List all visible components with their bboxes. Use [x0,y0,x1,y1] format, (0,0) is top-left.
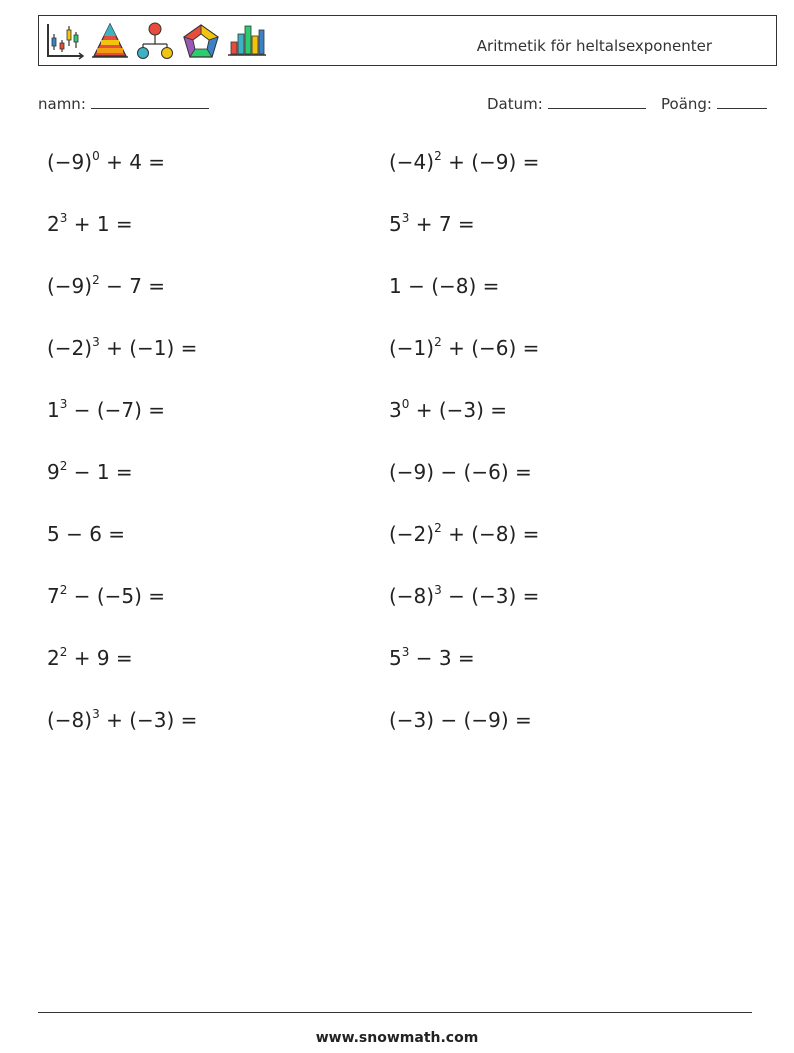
problem-exponent: 3 [92,335,100,349]
problem-left-10 [47,708,197,732]
problem-left-9 [47,646,133,670]
problem-rest: + 1 = [67,212,133,236]
problem-left-6 [47,460,133,484]
problem-left-1 [47,150,165,174]
problem-rest: + (−6) = [441,336,540,360]
problem-exponent: 3 [434,583,442,597]
problem-base: 5 [389,212,402,236]
name-field[interactable] [38,94,209,113]
problem-base: 5 − 6 = [47,522,126,546]
bar-chart-icon [227,22,267,60]
problem-base: (−1) [389,336,435,360]
candlestick-chart-icon [45,22,85,60]
problem-base: 9 [47,460,60,484]
name-label: namn: [38,95,86,113]
problem-rest: + (−9) = [441,150,540,174]
score-field[interactable] [661,94,767,113]
problem-left-4 [47,336,197,360]
problem-exponent: 3 [59,211,68,225]
problem-rest: + 9 = [67,646,133,670]
name-line[interactable] [91,94,209,109]
problem-exponent: 3 [59,397,68,411]
pentagon-icon [181,22,221,60]
score-label: Poäng: [661,95,712,113]
date-field[interactable] [487,94,646,113]
problem-exponent: 3 [401,211,410,225]
date-line[interactable] [548,94,646,109]
problem-rest: − 7 = [99,274,166,298]
problem-rest: + 7 = [409,212,475,236]
problem-left-8 [47,584,165,608]
problem-exponent: 2 [434,521,442,535]
problem-rest: − (−3) = [441,584,540,608]
problem-base: 2 [47,212,60,236]
problem-exponent: 3 [92,707,100,721]
problem-rest: + 4 = [99,150,166,174]
problem-rest: − (−5) = [67,584,166,608]
problem-exponent: 2 [434,335,442,349]
tree-diagram-icon [135,22,175,60]
problem-right-10 [389,708,532,732]
problem-rest: − 3 = [409,646,475,670]
problem-left-2 [47,212,133,236]
problem-exponent: 3 [401,645,410,659]
problem-exponent: 2 [434,149,442,163]
problem-base: 7 [47,584,60,608]
problem-right-9 [389,646,475,670]
logo-strip [45,21,267,61]
problem-rest: + (−8) = [441,522,540,546]
problem-right-8 [389,584,539,608]
problem-base: (−4) [389,150,435,174]
problem-exponent: 2 [59,459,68,473]
pyramid-icon [91,22,129,60]
problem-exponent: 2 [59,645,68,659]
worksheet-title: Aritmetik för heltalsexponenter [476,37,712,55]
problem-left-3 [47,274,165,298]
problem-base: (−3) − (−9) = [389,708,532,732]
problem-exponent: 0 [92,149,100,163]
problem-left-7 [47,522,125,546]
problem-rest: + (−3) = [409,398,508,422]
problem-base: (−2) [389,522,435,546]
problem-base: (−9) [47,274,93,298]
footer-url: www.snowmath.com [315,1030,479,1046]
problem-base: (−8) [47,708,93,732]
problem-base: (−2) [47,336,93,360]
problem-base: 5 [389,646,402,670]
problem-right-2 [389,212,475,236]
problem-rest: + (−3) = [99,708,198,732]
problem-rest: − 1 = [67,460,133,484]
problem-rest: − (−7) = [67,398,166,422]
problem-exponent: 2 [92,273,100,287]
problem-right-1 [389,150,539,174]
problem-right-7 [389,522,539,546]
date-label: Datum: [487,95,543,113]
footer-divider [38,1012,752,1013]
problem-exponent: 2 [59,583,68,597]
problem-right-5 [389,398,507,422]
problem-base: 3 [389,398,402,422]
problem-base: (−9) [47,150,93,174]
worksheet-header [38,15,777,66]
problem-base: 1 − (−8) = [389,274,500,298]
problem-base: 1 [47,398,60,422]
problem-right-6 [389,460,532,484]
problem-right-3 [389,274,499,298]
problem-left-5 [47,398,165,422]
problem-base: (−8) [389,584,435,608]
problem-rest: + (−1) = [99,336,198,360]
problem-exponent: 0 [401,397,410,411]
score-line[interactable] [717,94,767,109]
problem-base: (−9) − (−6) = [389,460,532,484]
problem-right-4 [389,336,539,360]
problem-base: 2 [47,646,60,670]
